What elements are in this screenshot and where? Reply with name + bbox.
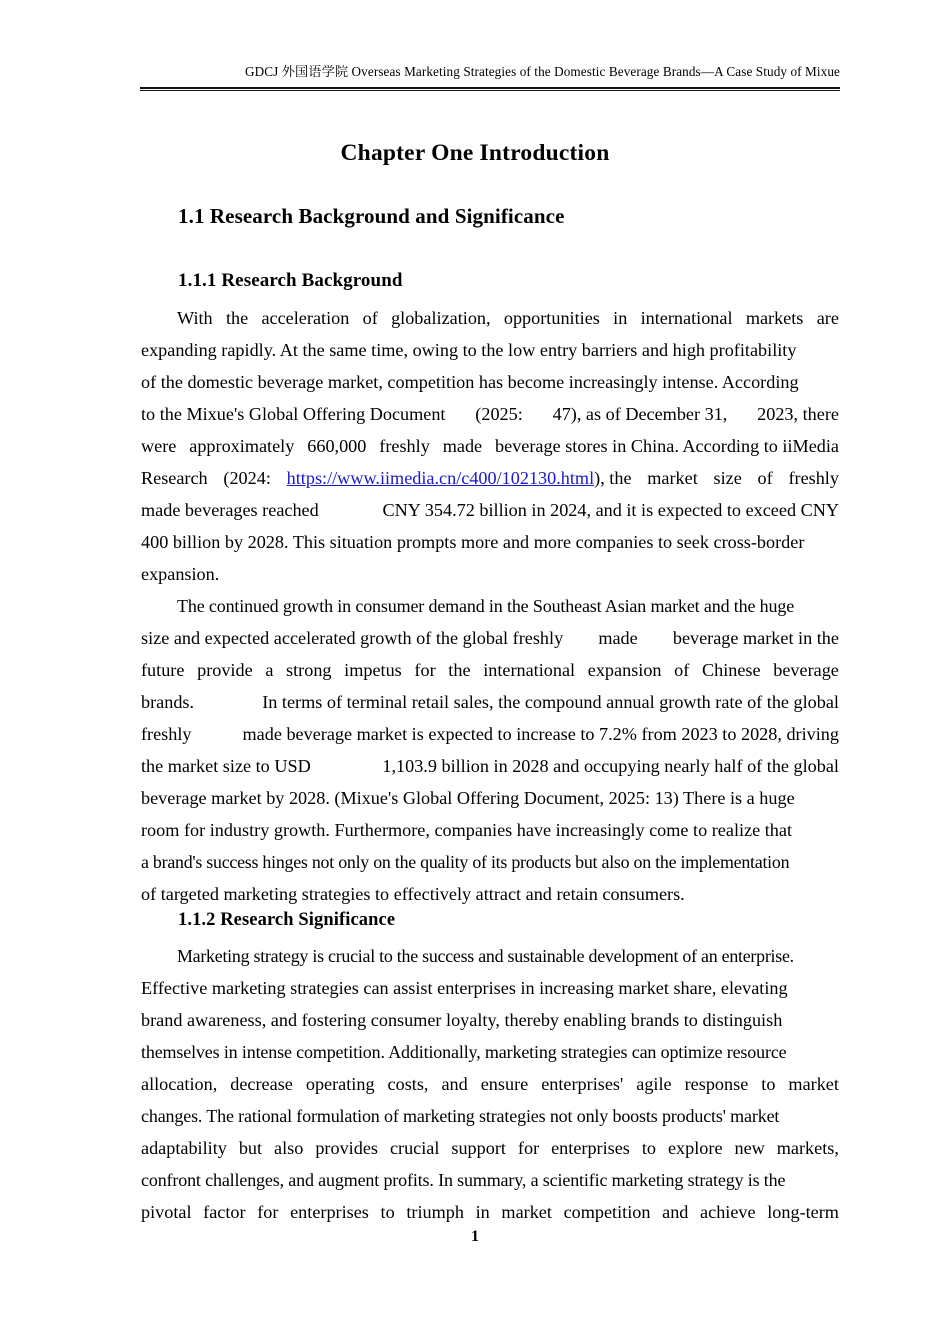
word: market (788, 1074, 839, 1094)
word: support (451, 1138, 506, 1158)
text-line: of the domestic beverage market, competition has become increasingly intense. According (141, 372, 799, 392)
word: in (475, 1202, 490, 1222)
phrase: 47), as of December 31, (552, 404, 728, 424)
phrase: approximately (189, 436, 295, 456)
text-line: beverage market by 2028. (Mixue's Global Offering Document, 2025: 13) There is a huge (141, 788, 795, 808)
text-line (141, 462, 839, 494)
word: agile (636, 1074, 672, 1094)
word: costs, (387, 1074, 429, 1094)
text-line: confront challenges, and augment profits. In summary, a scientific marketing strategy is the (141, 1170, 786, 1190)
running-header (140, 62, 840, 88)
word: for (414, 660, 436, 680)
phrase: CNY 354.72 billion in 2024, and it is expected to exceed CNY (382, 500, 839, 520)
text-line: room for industry growth. Furthermore, companies have increasingly come to realize that (141, 820, 793, 840)
word: new (734, 1138, 765, 1158)
word: to (380, 1202, 395, 1222)
word: enterprises (290, 1202, 369, 1222)
word: and (662, 1202, 689, 1222)
word: expansion (587, 660, 662, 680)
word: With (177, 308, 213, 328)
heading-1-1-2: 1.1.2 Research Significance (178, 910, 396, 930)
word: but (238, 1138, 263, 1158)
paragraph-research-significance (141, 940, 839, 1228)
text-line (141, 398, 839, 430)
text-line: Effective marketing strategies can assist enterprises in increasing market share, elevating (141, 978, 788, 998)
text-line: brand awareness, and fostering consumer loyalty, thereby enabling brands to distinguish (141, 1010, 783, 1030)
phrase: freshly (379, 436, 430, 456)
iimedia-source-link[interactable]: https://www.iimedia.cn/c400/102130.html (286, 468, 595, 488)
word: beverage (773, 660, 839, 680)
phrase: the market size to USD (141, 756, 311, 776)
text-line (141, 494, 839, 526)
heading-1-1-1: 1.1.1 Research Background (178, 270, 403, 291)
text-line (141, 302, 839, 334)
word: provide (197, 660, 253, 680)
word: achieve (700, 1202, 756, 1222)
word: factor (203, 1202, 246, 1222)
text-line (141, 430, 839, 462)
word: in (613, 308, 628, 328)
hyperlink-group (287, 462, 632, 494)
text-line (141, 654, 839, 686)
word: Chinese (701, 660, 761, 680)
word: the (225, 308, 249, 328)
text-line (141, 686, 839, 718)
phrase: 2023, there (757, 404, 839, 424)
phrase: freshly (788, 468, 839, 488)
text-line: expansion. (141, 564, 220, 584)
word: to (761, 1074, 776, 1094)
header-rule-divider (140, 87, 840, 91)
phrase: freshly (141, 724, 192, 744)
word: the (448, 660, 471, 680)
text-line: changes. The rational formulation of marketing strategies not only boosts products' market (141, 1106, 780, 1126)
text-line: expanding rapidly. At the same time, owing to the low entry barriers and high profitability (141, 340, 797, 360)
text-line (141, 750, 839, 782)
word: and (441, 1074, 468, 1094)
phrase: made beverages reached (141, 500, 319, 520)
word: acceleration (261, 308, 350, 328)
phrase: were (141, 436, 177, 456)
word: decrease (230, 1074, 293, 1094)
page-title: Chapter One Introduction (340, 140, 610, 166)
word: crucial (389, 1138, 440, 1158)
word: explore (667, 1138, 723, 1158)
word: operating (305, 1074, 375, 1094)
phrase: brands. (141, 692, 195, 712)
word: provides (315, 1138, 378, 1158)
phrase: In terms of terminal retail sales, the compound annual growth rate of the global (262, 692, 839, 712)
phrase: 660,000 (307, 436, 367, 456)
word: markets (745, 308, 804, 328)
word: for (257, 1202, 279, 1222)
word: long-term (767, 1202, 839, 1222)
text-line (141, 622, 839, 654)
phrase: made beverage market is expected to increase to 7.2% from 2023 to 2028, driving (242, 724, 839, 744)
text-line: Marketing strategy is crucial to the success and sustainable development of an enterprise. (177, 946, 794, 966)
word: enterprises (551, 1138, 630, 1158)
text-line (141, 1132, 839, 1164)
word: allocation, (141, 1074, 218, 1094)
phrase: ), the (594, 468, 632, 488)
text-line: of targeted marketing strategies to effectively attract and retain consumers. (141, 884, 685, 904)
phrase: made (442, 436, 483, 456)
paragraph-market-growth (141, 590, 839, 910)
word: response (684, 1074, 749, 1094)
phrase: 1,103.9 billion in 2028 and occupying nearly half of the global (382, 756, 839, 776)
heading-1-1: 1.1 Research Background and Significance (178, 204, 565, 228)
text-line: a brand's success hinges not only on the quality of its products but also on the implementation (141, 852, 790, 872)
phrase: beverage market in the (672, 628, 839, 648)
word: for (517, 1138, 540, 1158)
word: adaptability (141, 1138, 227, 1158)
word: ensure (480, 1074, 529, 1094)
phrase: beverage stores in China. According to iiMedia (495, 436, 839, 456)
phrase: (2025: (475, 404, 523, 424)
word: impetus (344, 660, 402, 680)
word: market (501, 1202, 552, 1222)
text-line: The continued growth in consumer demand in the Southeast Asian market and the huge (177, 596, 795, 616)
word: pivotal (141, 1202, 192, 1222)
phrase: market (647, 468, 698, 488)
text-line: 400 billion by 2028. This situation prompts more and more companies to seek cross-border (141, 532, 805, 552)
text-line (141, 1068, 839, 1100)
word: strong (286, 660, 332, 680)
word: future (141, 660, 185, 680)
word: triumph (406, 1202, 464, 1222)
text-line (141, 1196, 839, 1228)
running-header-text: GDCJ 外国语学院 Overseas Marketing Strategies of the Domestic Beverage Brands—A Case Study of Mixue (244, 64, 840, 79)
word: international (483, 660, 576, 680)
paragraph-research-background (141, 302, 839, 590)
phrase: Research (141, 468, 208, 488)
word: are (816, 308, 839, 328)
phrase: (2024: (223, 468, 271, 488)
word: globalization, (391, 308, 491, 328)
page-number: 1 (471, 1228, 479, 1245)
word: to (641, 1138, 657, 1158)
phrase: size and expected accelerated growth of the global freshly (141, 628, 564, 648)
word: also (274, 1138, 304, 1158)
word: enterprises' (541, 1074, 624, 1094)
text-line (141, 718, 839, 750)
word: a (265, 660, 274, 680)
word: of (674, 660, 690, 680)
phrase: to the Mixue's Global Offering Document (141, 404, 446, 424)
phrase: of (757, 468, 773, 488)
phrase: size (713, 468, 742, 488)
text-line: themselves in intense competition. Additionally, marketing strategies can optimize resource (141, 1042, 787, 1062)
word: competition (563, 1202, 651, 1222)
word: markets, (776, 1138, 839, 1158)
word: opportunities (503, 308, 600, 328)
word: of (362, 308, 378, 328)
word: international (640, 308, 733, 328)
phrase: made (598, 628, 638, 648)
